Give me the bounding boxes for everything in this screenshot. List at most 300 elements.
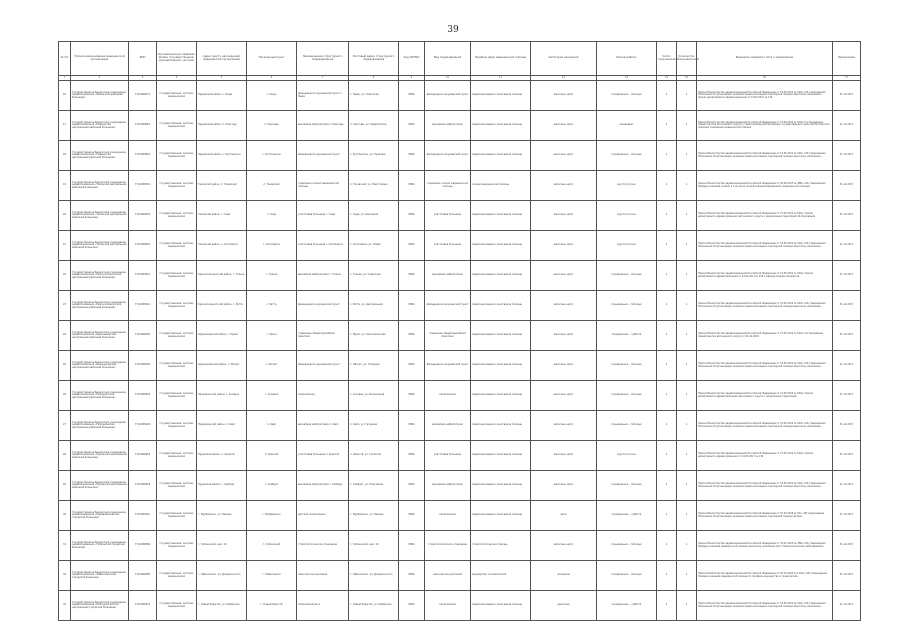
unit-name-text: врачебная амбулатория с. Толька	[298, 273, 341, 277]
legal-act-text: Приказ Министерства здравоохранения Российской Федерации от 15.05.2012 № 543н «Об утверждении Положения об организации оказания первичной медико-санитарной помощи взрослому населению»	[698, 361, 826, 368]
cell-oktmo-code	[399, 531, 425, 561]
postal-address-text: п. Уренгой, ул. Геологов	[350, 453, 381, 457]
settlement-text: с. Аксарка	[264, 393, 279, 397]
address-text: Шурышкарский район, с. Овгорт	[198, 363, 240, 367]
unit-kind-text: отделение скорой медицинской помощи	[427, 181, 468, 188]
work-mode-text: понедельник – суббота	[611, 513, 642, 517]
users-text: 1	[665, 363, 668, 367]
users-text: 1	[665, 423, 668, 427]
cell-care-profile	[471, 321, 531, 351]
cell-postal-address	[349, 321, 399, 351]
organization-name-text: Государственное бюджетное учреждение здравоохранения «Тазовская центральная районная больница»	[72, 210, 127, 219]
legal-form-text: государственная, частная, медицинская	[159, 121, 194, 128]
table-row	[59, 171, 861, 201]
work-mode-text: круглосуточно	[617, 453, 636, 457]
cell-address	[197, 381, 247, 411]
column-number: 15	[677, 76, 697, 81]
cell-population-category	[531, 201, 597, 231]
legal-act-text: Приказ Министерства здравоохранения Российской Федерации от 07.03.2018 № 92н «Об утверждении Положения об организации оказания первичной медико-санитарной помощи детям»	[698, 511, 825, 518]
care-profile-text: первичная медико-санитарная помощь	[472, 483, 522, 487]
unit-kind-text: врачебная амбулатория	[432, 273, 463, 277]
cell-count	[677, 141, 697, 171]
unit-name-text: фельдшерско-акушерский пункт	[298, 303, 340, 307]
table-row	[59, 141, 861, 171]
column-header: Категория населения	[531, 42, 597, 76]
cell-organization-name	[71, 561, 129, 591]
cell-note	[833, 141, 861, 171]
organization-name-text: Государственное бюджетное учреждение здравоохранения «Красноселькупская центральная районная больница»	[72, 270, 126, 279]
unit-kind-text: врачебная амбулатория	[432, 483, 463, 487]
count-text: 1	[685, 93, 688, 97]
cell-work-mode	[597, 471, 657, 501]
cell-oktmo-code	[399, 351, 425, 381]
legal-form-text: государственная, частная, медицинская	[159, 511, 194, 518]
cell-unit-kind	[425, 441, 471, 471]
page-number: 39	[447, 25, 459, 35]
cell-row-number	[59, 321, 71, 351]
column-header: № п/п	[59, 42, 71, 76]
cell-row-number	[59, 261, 71, 291]
postal-address-text: г. Новый Уренгой, ул. Сибирская	[350, 603, 392, 607]
cell-postal-address	[349, 381, 399, 411]
cell-population-category	[531, 321, 597, 351]
cell-legal-act	[697, 411, 833, 441]
users-text: 1	[665, 513, 668, 517]
cell-organization-name	[71, 381, 129, 411]
note-text: 31.12.2017	[839, 573, 854, 577]
cell-unit-name	[297, 291, 349, 321]
settlement-text: г. Муравленко	[262, 513, 281, 517]
legal-act-text: Приказ Министерства здравоохранения Российской Федерации от 15.05.2012 № 543н; приказ департамента здравоохранения автономного округа о закреплении территорий	[698, 391, 813, 398]
column-header: Реквизиты правового акта о закреплении	[697, 42, 833, 76]
address-text: Тазовский район, с. Гыда	[198, 213, 231, 217]
legal-form-text: государственная, частная, медицинская	[159, 601, 194, 608]
note-text: 31.12.2017	[839, 543, 854, 547]
population-category-text: взрослые	[557, 603, 570, 607]
cell-unit-kind	[425, 81, 471, 111]
unit-name-text: женская консультация	[298, 573, 328, 577]
cell-inn	[129, 141, 157, 171]
row-number-text: 33	[62, 603, 67, 607]
unit-kind-text: фельдшерско-акушерский пункт	[426, 303, 469, 307]
cell-note	[833, 231, 861, 261]
cell-care-profile	[471, 591, 531, 621]
population-category-text: взрослые, дети	[553, 243, 574, 247]
address-text: Красноселькупский район, с. Толька	[198, 273, 245, 277]
table-row	[59, 321, 861, 351]
column-number: 5	[197, 76, 247, 81]
care-profile-text: первичная медико-санитарная помощь	[472, 273, 522, 277]
work-mode-text: понедельник – пятница	[611, 543, 642, 547]
cell-legal-act	[697, 291, 833, 321]
cell-oktmo-code	[399, 471, 425, 501]
cell-work-mode	[597, 321, 657, 351]
legal-act-text: Приказ Министерства здравоохранения Российской Федерации от 15.05.2012 № 543н; приказ департамента здравоохранения от 14.03.2017 № 139 о маршрутизации пациентов	[698, 271, 813, 278]
legal-form-text: государственная, частная, медицинская	[159, 451, 194, 458]
population-category-text: взрослые, дети	[553, 333, 574, 337]
cell-postal-address	[349, 141, 399, 171]
cell-address	[197, 591, 247, 621]
count-text: 1	[685, 213, 688, 217]
oktmo-code-text: 8994	[408, 423, 415, 427]
postal-address-text: п. Тазовский, ул. Пиеттомина	[350, 183, 388, 187]
cell-organization-name	[71, 321, 129, 351]
population-category-text: взрослые, дети	[553, 453, 574, 457]
table-row	[59, 201, 861, 231]
cell-organization-name	[71, 291, 129, 321]
cell-unit-kind	[425, 561, 471, 591]
unit-kind-text: врачебная амбулатория	[432, 423, 463, 427]
cell-unit-kind	[425, 591, 471, 621]
cell-address	[197, 231, 247, 261]
note-text: 31.12.2017	[839, 603, 854, 607]
cell-count	[677, 411, 697, 441]
column-header: ИНН	[129, 42, 157, 76]
cell-users	[657, 111, 677, 141]
cell-organization-name	[71, 411, 129, 441]
unit-name-text: врачебная амбулатория с. Самбург	[298, 483, 343, 487]
note-text: 31.12.2017	[839, 483, 854, 487]
settlement-text: с. Антипаюта	[263, 243, 280, 247]
cell-settlement	[247, 561, 297, 591]
count-text: 1	[685, 603, 688, 607]
address-text: Надымский район, п. Пангоды	[198, 123, 237, 127]
row-number-text: 26	[62, 393, 67, 397]
cell-postal-address	[349, 231, 399, 261]
legal-act-text: Приказ Министерства здравоохранения Российской Федерации от 20.06.2013 № 388н «Об утверждении Порядка оказания скорой, в том числе скорой специализированной, медицинской помощи»	[698, 181, 826, 188]
cell-row-number	[59, 351, 71, 381]
oktmo-code-text: 8994	[408, 303, 415, 307]
cell-note	[833, 441, 861, 471]
cell-unit-name	[297, 531, 349, 561]
row-number-text: 19	[62, 183, 67, 187]
cell-work-mode	[597, 411, 657, 441]
cell-settlement	[247, 201, 297, 231]
cell-settlement	[247, 321, 297, 351]
cell-unit-name	[297, 261, 349, 291]
cell-row-number	[59, 381, 71, 411]
cell-work-mode	[597, 441, 657, 471]
unit-name-text: фельдшерско-акушерский пункт с. Ныда	[298, 91, 343, 98]
column-number: 12	[531, 76, 597, 81]
address-text: Приуральский район, п. Харп	[198, 423, 236, 427]
legal-act-text: Приказ Министерства здравоохранения Российской Федерации от 15.05.2012 № 543н «Об утверждении Положения об организации оказания первичной медико-санитарной помощи взрослому населению»	[698, 301, 826, 308]
column-header: Число пользователей	[657, 42, 677, 76]
population-category-text: взрослые, дети	[553, 153, 574, 157]
cell-note	[833, 261, 861, 291]
legal-form-text: государственная, частная, медицинская	[159, 301, 194, 308]
count-text: 1	[685, 123, 688, 127]
cell-postal-address	[349, 351, 399, 381]
inn-text: 7710480941	[134, 303, 151, 307]
unit-name-text: отделение скорой медицинской помощи	[298, 181, 339, 188]
cell-row-number	[59, 231, 71, 261]
cell-settlement	[247, 291, 297, 321]
count-text: 1	[685, 273, 688, 277]
legal-form-text: государственная, частная, медицинская	[159, 421, 194, 428]
note-text: 31.12.2017	[839, 363, 854, 367]
cell-note	[833, 531, 861, 561]
address-text: Красноселькупский район, с. Ратта	[198, 303, 243, 307]
unit-name-text: отделение общей врачебной практики	[298, 331, 335, 338]
unit-kind-text: женская консультация	[432, 573, 463, 577]
users-text: 1	[665, 153, 668, 157]
column-header: Полное наименование медицинской организации	[71, 42, 129, 76]
cell-unit-kind	[425, 261, 471, 291]
column-number: 10	[425, 76, 471, 81]
work-mode-text: понедельник – суббота	[611, 333, 642, 337]
cell-note	[833, 411, 861, 441]
legal-act-text: Приказ Министерства здравоохранения Российской Федерации от 15.05.2012 № 543н «Об утверждении Положения об организации оказания первичной медико-санитарной помощи взрослому населению»	[698, 151, 826, 158]
cell-legal-act	[697, 81, 833, 111]
inn-text: 7710480929	[134, 423, 151, 427]
users-text: 1	[665, 543, 668, 547]
cell-address	[197, 171, 247, 201]
cell-postal-address	[349, 201, 399, 231]
users-text: 1	[665, 333, 668, 337]
table-row	[59, 501, 861, 531]
column-number: 4	[157, 76, 197, 81]
inn-text: 7710480907	[134, 513, 151, 517]
cell-population-category	[531, 411, 597, 441]
cell-inn	[129, 441, 157, 471]
cell-unit-name	[297, 381, 349, 411]
legal-act-text: Приказ Министерства здравоохранения Российской Федерации от 15.05.2012 № 543н; постановление правительства автономного округа о территориальной программе государственных гарантий бесплатного оказания гражданам медицинской помощи	[698, 120, 830, 129]
count-text: 1	[685, 393, 688, 397]
cell-users	[657, 141, 677, 171]
cell-population-category	[531, 471, 597, 501]
cell-oktmo-code	[399, 231, 425, 261]
cell-care-profile	[471, 171, 531, 201]
cell-unit-kind	[425, 501, 471, 531]
cell-work-mode	[597, 261, 657, 291]
cell-postal-address	[349, 591, 399, 621]
note-text: 31.12.2017	[839, 513, 854, 517]
count-text: 1	[685, 363, 688, 367]
cell-settlement	[247, 591, 297, 621]
cell-unit-name	[297, 201, 349, 231]
cell-inn	[129, 171, 157, 201]
cell-address	[197, 321, 247, 351]
row-number-text: 30	[62, 513, 67, 517]
cell-inn	[129, 201, 157, 231]
population-category-text: взрослые, дети	[553, 363, 574, 367]
cell-oktmo-code	[399, 441, 425, 471]
cell-row-number	[59, 501, 71, 531]
cell-count	[677, 111, 697, 141]
cell-legal-form	[157, 591, 197, 621]
cell-organization-name	[71, 201, 129, 231]
cell-legal-form	[157, 561, 197, 591]
care-profile-text: первичная медико-санитарная помощь	[472, 303, 522, 307]
note-text: 31.12.2017	[839, 123, 854, 127]
care-profile-text: скорая медицинская помощь	[472, 183, 509, 187]
address-text: г. Лабытнанги, ул. Дзержинского	[198, 573, 241, 577]
work-mode-text: понедельник – пятница	[611, 423, 642, 427]
cell-unit-kind	[425, 231, 471, 261]
cell-organization-name	[71, 441, 129, 471]
cell-organization-name	[71, 111, 129, 141]
row-number-text: 16	[62, 93, 67, 97]
address-text: Тазовский район, с. Антипаюта	[198, 243, 238, 247]
cell-unit-name	[297, 141, 349, 171]
cell-legal-form	[157, 231, 197, 261]
cell-unit-kind	[425, 171, 471, 201]
cell-unit-name	[297, 111, 349, 141]
cell-postal-address	[349, 261, 399, 291]
settlement-text: г. Лабытнанги	[262, 573, 281, 577]
organization-name-text: Государственное бюджетное учреждение здравоохранения «Лабытнангская городская больница»	[72, 570, 126, 579]
cell-count	[677, 351, 697, 381]
care-profile-text: первичная медико-санитарная помощь	[472, 123, 522, 127]
note-text: 31.12.2017	[839, 273, 854, 277]
population-category-text: дети	[560, 513, 567, 517]
cell-unit-name	[297, 591, 349, 621]
cell-legal-act	[697, 141, 833, 171]
unit-name-text: фельдшерско-акушерский пункт	[298, 363, 340, 367]
cell-legal-form	[157, 351, 197, 381]
row-number-text: 25	[62, 363, 67, 367]
column-number: 1	[59, 76, 71, 81]
cell-users	[657, 501, 677, 531]
cell-unit-kind	[425, 111, 471, 141]
unit-name-text: поликлиника	[298, 393, 315, 397]
cell-oktmo-code	[399, 501, 425, 531]
unit-name-text: врачебная амбулатория п. Пангоды	[298, 123, 344, 127]
postal-address-text: г. Лабытнанги, ул. Дзержинского	[350, 573, 393, 577]
organization-name-text: Государственное бюджетное учреждение здравоохранения «Красноселькупская центральная районная больница»	[72, 300, 126, 309]
cell-work-mode	[597, 531, 657, 561]
legal-form-text: государственная, частная, медицинская	[159, 391, 194, 398]
row-number-text: 32	[62, 573, 67, 577]
count-text: 1	[685, 333, 688, 337]
cell-row-number	[59, 591, 71, 621]
cell-oktmo-code	[399, 411, 425, 441]
table-row	[59, 111, 861, 141]
postal-address-text: с. Самбург, ул. Подгорная	[350, 483, 384, 487]
legal-act-text: Приказ Министерства здравоохранения Российской Федерации от 15.05.2012 № 543н «Об утверждении Положения об организации оказания первичной медико-санитарной помощи взрослому населению»	[698, 421, 826, 428]
postal-address-text: с. Толька, ул. Советская	[350, 273, 381, 277]
cell-postal-address	[349, 441, 399, 471]
cell-oktmo-code	[399, 321, 425, 351]
table-row	[59, 591, 861, 621]
cell-oktmo-code	[399, 561, 425, 591]
cell-legal-act	[697, 501, 833, 531]
cell-care-profile	[471, 441, 531, 471]
column-number: 11	[471, 76, 531, 81]
settlement-text: г. Губкинский	[262, 543, 281, 547]
cell-work-mode	[597, 201, 657, 231]
organization-name-text: Государственное бюджетное учреждение здравоохранения «Пуровская центральная районная больница»	[72, 480, 127, 489]
table-row	[59, 231, 861, 261]
cell-work-mode	[597, 141, 657, 171]
cell-legal-act	[697, 441, 833, 471]
organization-name-text: Государственное бюджетное учреждение здравоохранения «Шурышкарская центральная районная больница»	[72, 360, 126, 369]
cell-unit-kind	[425, 201, 471, 231]
work-mode-text: понедельник – пятница	[611, 303, 642, 307]
cell-address	[197, 111, 247, 141]
cell-care-profile	[471, 111, 531, 141]
cell-postal-address	[349, 81, 399, 111]
cell-work-mode	[597, 381, 657, 411]
oktmo-code-text: 8994	[408, 543, 415, 547]
table-row	[59, 381, 861, 411]
legal-form-text: государственная, частная, медицинская	[159, 91, 194, 98]
row-number-text: 28	[62, 453, 67, 457]
header-row	[59, 42, 861, 76]
cell-population-category	[531, 501, 597, 531]
column-number: 17	[833, 76, 861, 81]
unit-name-text: детская поликлиника	[298, 513, 326, 517]
users-text: 1	[665, 603, 668, 607]
cell-inn	[129, 531, 157, 561]
population-category-text: взрослые, дети	[553, 423, 574, 427]
cell-note	[833, 291, 861, 321]
cell-population-category	[531, 441, 597, 471]
population-category-text: взрослые, дети	[553, 183, 574, 187]
organization-name-text: Государственное бюджетное учреждение здравоохранения «Губкинская городская больница»	[72, 540, 126, 549]
cell-settlement	[247, 351, 297, 381]
legal-form-text: государственная, частная, медицинская	[159, 151, 194, 158]
population-category-text: взрослые, дети	[553, 303, 574, 307]
care-profile-text: первичная медико-санитарная помощь	[472, 213, 522, 217]
care-profile-text: первичная медико-санитарная помощь	[472, 333, 522, 337]
cell-row-number	[59, 441, 71, 471]
count-text: 1	[685, 153, 688, 157]
cell-inn	[129, 231, 157, 261]
cell-legal-act	[697, 171, 833, 201]
oktmo-code-text: 8994	[408, 603, 415, 607]
column-header: Вид подразделения	[425, 42, 471, 76]
users-text: 1	[665, 573, 668, 577]
cell-count	[677, 201, 697, 231]
cell-row-number	[59, 201, 71, 231]
legal-act-text: Приказ Министерства здравоохранения Российской Федерации от 15.05.2012 № 543н; приказ департамента здравоохранения от 14.03.2017 № 139	[698, 451, 813, 458]
row-number-text: 17	[62, 123, 67, 127]
cell-organization-name	[71, 171, 129, 201]
cell-settlement	[247, 141, 297, 171]
work-mode-text: понедельник – пятница	[611, 363, 642, 367]
inn-text: 7710480952	[134, 213, 151, 217]
inn-text: 7710480918	[134, 483, 151, 487]
cell-users	[657, 291, 677, 321]
table-row	[59, 411, 861, 441]
organization-name-text: Государственное бюджетное учреждение здравоохранения «Ямальская районная больница»	[72, 90, 126, 99]
cell-users	[657, 81, 677, 111]
settlement-text: с. Толька	[265, 273, 278, 277]
cell-organization-name	[71, 591, 129, 621]
cell-inn	[129, 381, 157, 411]
cell-legal-form	[157, 531, 197, 561]
settlement-text: п. Уренгой	[264, 453, 279, 457]
cell-legal-act	[697, 321, 833, 351]
column-number: 7	[297, 76, 349, 81]
cell-care-profile	[471, 201, 531, 231]
cell-note	[833, 111, 861, 141]
settlement-text: п. Пангоды	[264, 123, 279, 127]
care-profile-text: стоматологическая помощь	[472, 543, 508, 547]
cell-note	[833, 171, 861, 201]
cell-legal-form	[157, 411, 197, 441]
cell-users	[657, 351, 677, 381]
cell-oktmo-code	[399, 201, 425, 231]
cell-inn	[129, 501, 157, 531]
count-text: 1	[685, 543, 688, 547]
cell-population-category	[531, 171, 597, 201]
table-row	[59, 351, 861, 381]
legal-act-text: Приказ Министерства здравоохранения Российской Федерации от 15.05.2012 № 543н «Об утверждении Положения об организации оказания первичной медико-санитарной помощи взрослому населению»	[698, 601, 826, 608]
cell-legal-act	[697, 231, 833, 261]
